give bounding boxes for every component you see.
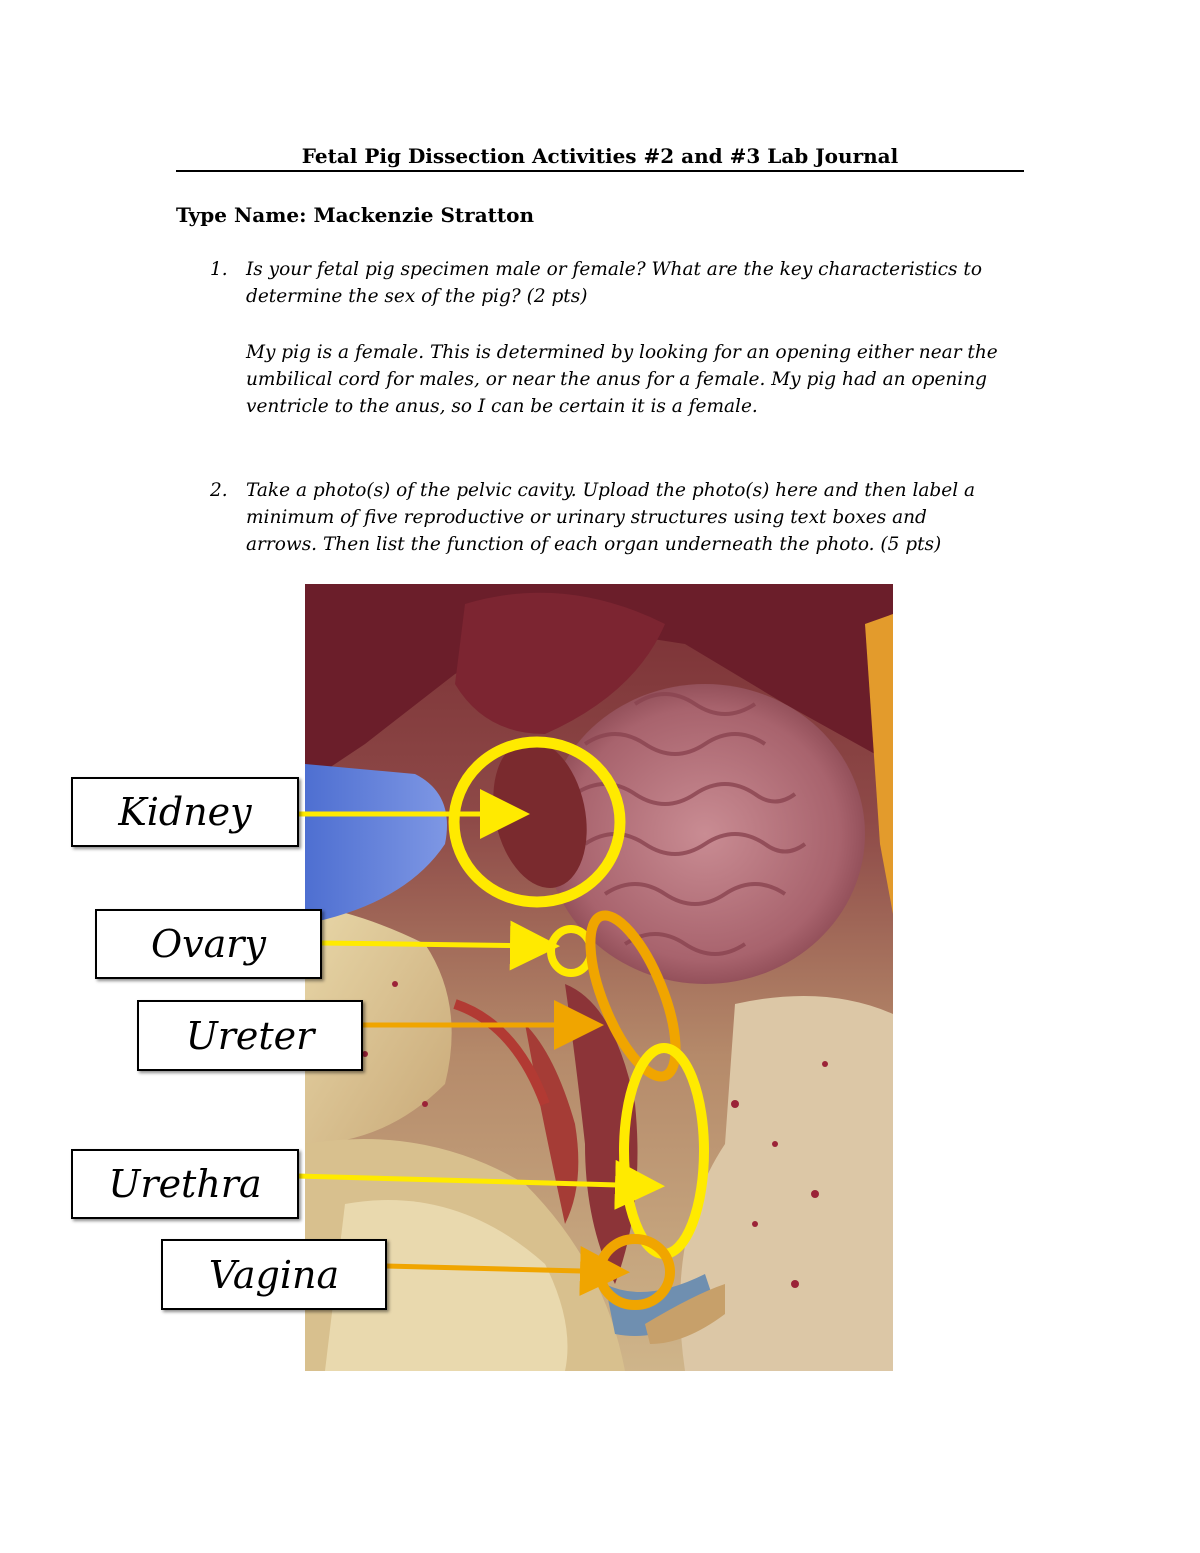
urethra-label-box: Urethra <box>71 1149 299 1219</box>
question-2-line: arrows. Then list the function of each organ underneath the photo. (5 pts) <box>246 534 942 555</box>
question-2-line: minimum of five reproductive or urinary structures using text boxes and <box>246 507 927 528</box>
question-2-prompt <box>210 477 1046 558</box>
question-2-line: Take a photo(s) of the pelvic cavity. Upload the photo(s) here and then label a <box>246 480 976 501</box>
ovary-label-box: Ovary <box>95 909 322 979</box>
answer-1-line: My pig is a female. This is determined by looking for an opening either near the <box>246 342 998 363</box>
question-1-number: 1. <box>210 259 228 280</box>
ureter-label-box: Ureter <box>137 1000 363 1071</box>
answer-1-line: ventricle to the anus, so I can be certain it is a female. <box>246 396 758 417</box>
question-1-line: determine the sex of the pig? (2 pts) <box>246 286 588 307</box>
question-1-prompt <box>210 256 1046 310</box>
title-underline <box>176 170 1024 172</box>
student-name: Type Name: Mackenzie Stratton <box>176 203 535 227</box>
pelvic-cavity-photo <box>305 584 893 1371</box>
question-1-answer <box>246 339 1046 420</box>
kidney-label-box: Kidney <box>71 777 299 847</box>
question-2-number: 2. <box>210 480 228 501</box>
document-title: Fetal Pig Dissection Activities #2 and #3 Lab Journal <box>301 144 899 168</box>
answer-1-line: umbilical cord for males, or near the anus for a female. My pig had an opening <box>246 369 987 390</box>
vagina-label-box: Vagina <box>161 1239 387 1310</box>
question-1-line: Is your fetal pig specimen male or female? What are the key characteristics to <box>246 259 982 280</box>
photo-illustration <box>305 584 893 1371</box>
